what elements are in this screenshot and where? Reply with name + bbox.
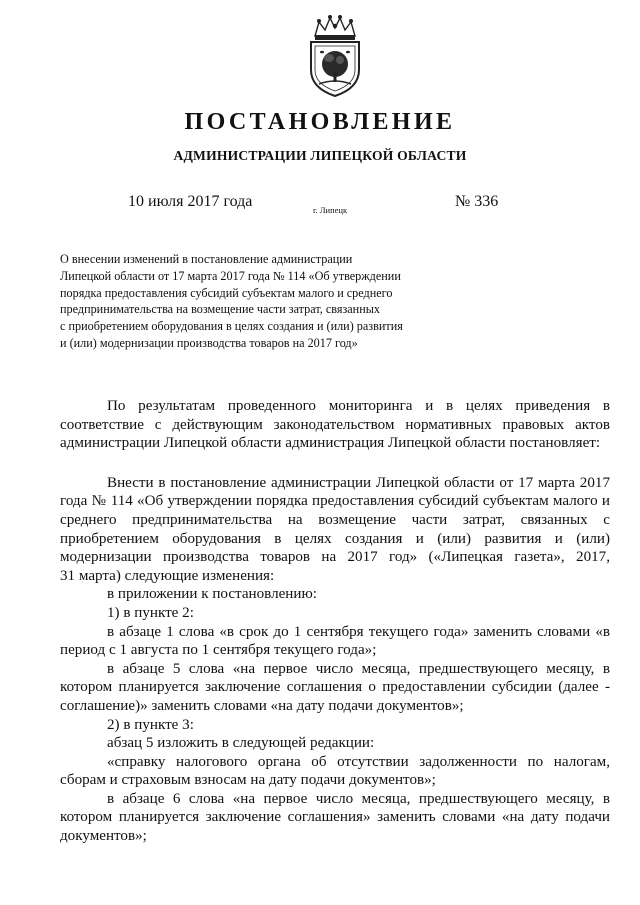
paragraph-line: в абзаце 6 слова «на первое число месяца, предшествующего месяцу, в xyxy=(107,790,610,807)
paragraph-line: 31 марта) следующие изменения: xyxy=(60,567,275,584)
paragraph-line: котором планируется заключение соглашения о предоставлении субсидии (далее - xyxy=(60,679,610,696)
paragraph-line: абзац 5 изложить в следующей редакции: xyxy=(107,735,375,752)
item-2-paragraph-b xyxy=(60,753,610,790)
paragraph-line: котором планируется заключение соглашения» заменить словами «на дату подачи xyxy=(60,809,610,826)
document-subject xyxy=(60,251,460,352)
paragraph-line: модернизации производства товаров на 2017 год» («Липецкая газета», 2017, xyxy=(60,549,610,566)
paragraph-line: сборам и страховым взносам на дату подачи документов»; xyxy=(60,772,436,789)
document-body xyxy=(60,397,610,846)
paragraph-line: в абзаце 5 слова «на первое число месяца, предшествующего месяцу, в xyxy=(107,660,610,677)
paragraph-line: администрации Липецкой области администрация Липецкой области постановляет: xyxy=(60,435,601,452)
subject-line: предпринимательства на возмещение части затрат, связанных xyxy=(60,302,381,317)
paragraph-line: документов»; xyxy=(60,828,147,845)
paragraph-line: «справку налогового органа об отсутствии задолженности по налогам, xyxy=(107,753,610,770)
subject-line: О внесении изменений в постановление администрации xyxy=(60,252,353,266)
item-2-heading xyxy=(60,716,610,735)
subject-line: и (или) модернизации производства товаров на 2017 год» xyxy=(60,335,358,350)
paragraph-line: года № 114 «Об утверждении порядка предоставления субсидий субъектам малого и xyxy=(60,493,610,510)
item-1-heading xyxy=(60,604,610,623)
document-date: 10 июля 2017 года xyxy=(128,193,253,210)
coat-of-arms-emblem xyxy=(305,14,365,98)
main-paragraph xyxy=(60,474,610,586)
intro-paragraph xyxy=(60,397,610,453)
paragraph-line: приобретением оборудования в целях создания и (или) развития и (или) xyxy=(60,530,610,547)
paragraph-line: соответствие с действующим законодательством нормативных правовых актов xyxy=(60,416,610,433)
paragraph-line: в приложении к постановлению: xyxy=(107,586,317,603)
item-1-paragraph-b xyxy=(60,660,610,716)
subject-line: Липецкой области от 17 марта 2017 года № 114 «Об утверждении xyxy=(60,268,401,283)
paragraph-line: 2) в пункте 3: xyxy=(107,716,194,733)
document-city: г. Липецк xyxy=(313,205,348,215)
paragraph-line: 1) в пункте 2: xyxy=(107,604,194,621)
paragraph-line: среднего предпринимательства на возмещение части затрат, связанных с xyxy=(60,511,610,528)
paragraph-line: По результатам проведенного мониторинга и в целях приведения в xyxy=(107,398,610,414)
paragraph-line: период с 1 августа по 1 сентября текущего года»; xyxy=(60,642,377,659)
item-2-paragraph-c xyxy=(60,790,610,846)
paragraph-line: Внести в постановление администрации Липецкой области от 17 марта 2017 xyxy=(107,474,610,491)
subject-line: порядка предоставления субсидий субъектам малого и среднего xyxy=(60,285,393,300)
paragraph-line: в абзаце 1 слова «в срок до 1 сентября текущего года» заменить словами «в xyxy=(107,623,610,640)
subject-line: с приобретением оборудования в целях создания и (или) развития xyxy=(60,319,403,334)
document-number: № 336 xyxy=(455,193,499,210)
item-1-paragraph-a xyxy=(60,623,610,660)
document-title: ПОСТАНОВЛЕНИЕ xyxy=(184,109,456,135)
issuing-authority: АДМИНИСТРАЦИИ ЛИПЕЦКОЙ ОБЛАСТИ xyxy=(173,148,467,163)
item-2-paragraph-a xyxy=(60,734,610,753)
paragraph-line: соглашение)» заменить словами «на дату подачи документов»; xyxy=(60,697,464,714)
appendix-line xyxy=(60,585,610,604)
